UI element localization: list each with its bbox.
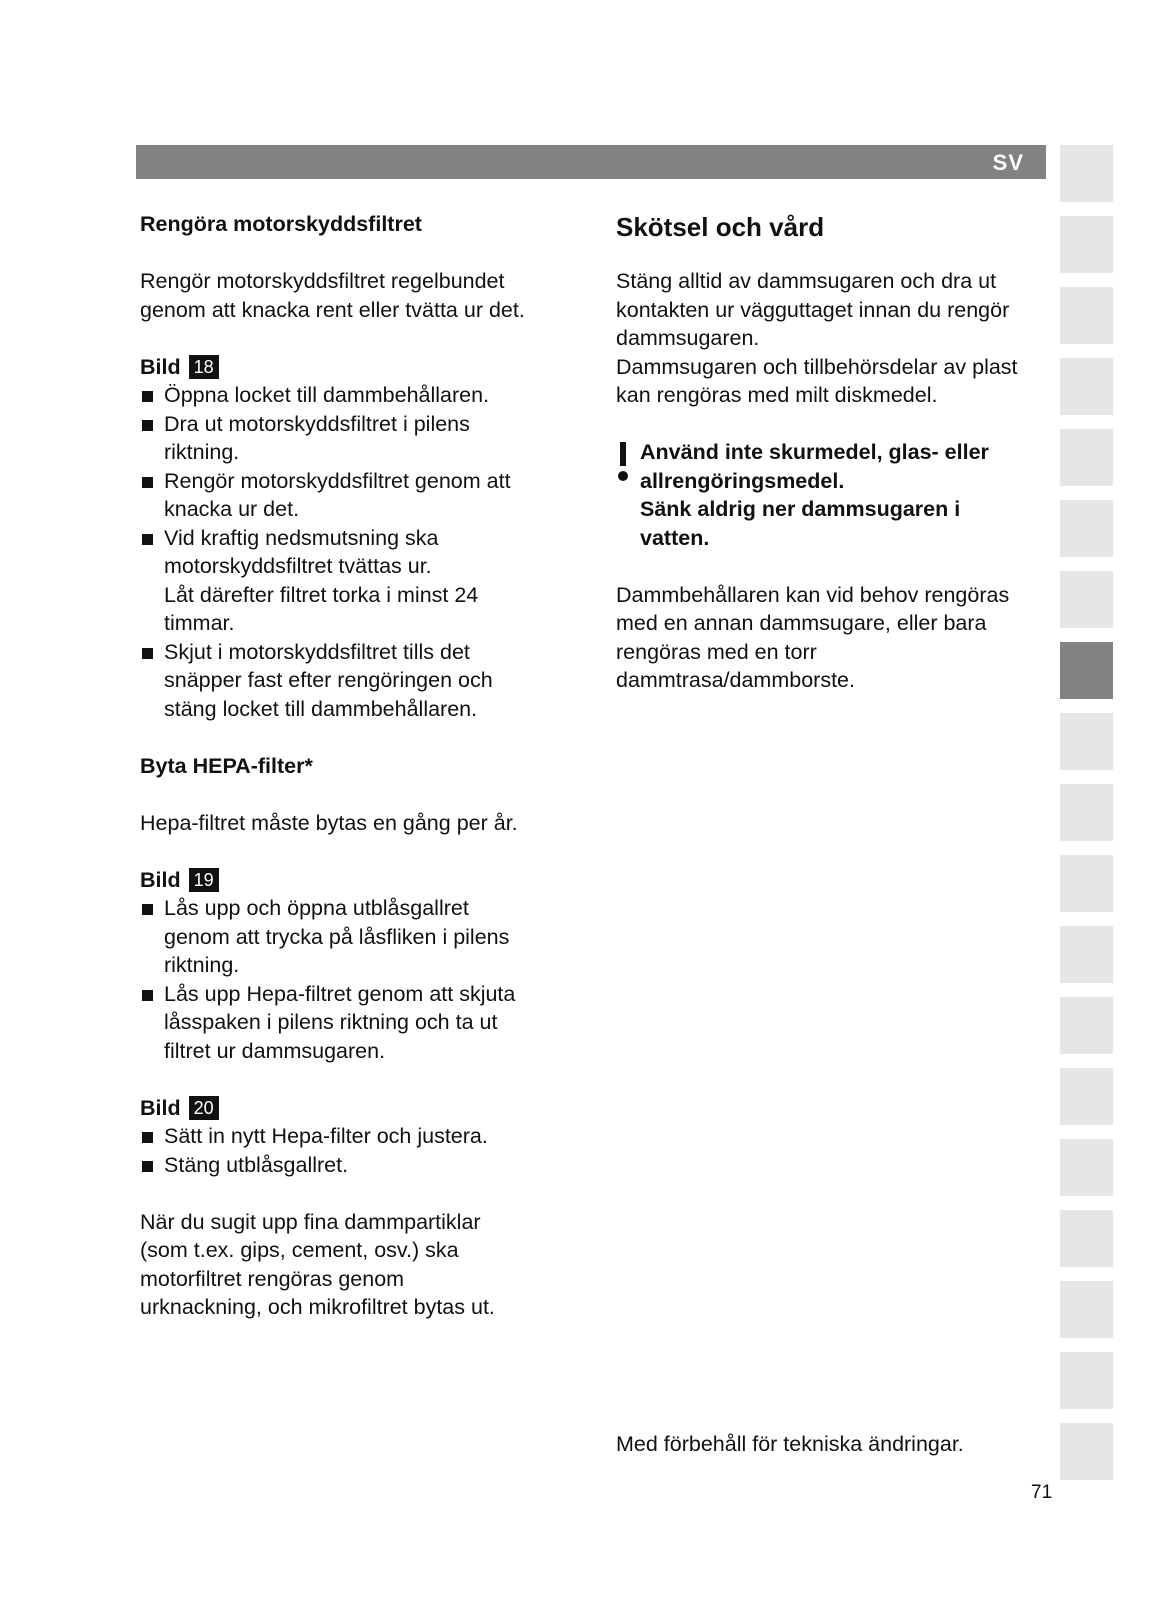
bullet-square-icon [142,1132,153,1143]
figure-label: Bild [140,867,181,892]
bullet-square-icon [142,648,153,659]
page-number: 71 [1031,1482,1053,1503]
figure-label: Bild [140,354,181,379]
step-list [140,1122,580,1179]
hepa-intro: Hepa-filtret måste bytas en gång per år. [140,810,518,835]
language-code: SV [992,150,1024,175]
language-tab[interactable] [1060,145,1113,202]
language-tab[interactable] [1060,1139,1113,1196]
bullet-square-icon [142,1161,153,1172]
figure-reference [140,353,580,382]
bullet-square-icon [142,534,153,545]
language-tab[interactable] [1060,500,1113,557]
right-column [616,210,1056,695]
language-tabs [1060,145,1113,1494]
figure-number-badge: 20 [189,1096,219,1120]
figure-reference [140,866,580,895]
language-tab[interactable] [1060,926,1113,983]
list-item: Lås upp Hepa-filtret genom att skjuta låsspaken i pilens riktning och ta ut filtret ur dammsugaren. [140,980,580,1066]
language-tab[interactable] [1060,216,1113,273]
closing-line: (som t.ex. gips, cement, osv.) ska [140,1238,459,1262]
bullet-square-icon [142,990,153,1001]
closing-line: När du sugit upp fina dammpartiklar [140,1209,481,1234]
care-line: rengöras med en torr [616,639,817,664]
list-item: Dra ut motorskyddsfiltret i pilens riktning. [140,410,580,467]
section-title-hepa: Byta HEPA-filter* [140,753,313,778]
warning-block: Använd inte skurmedel, glas- eller allrengöringsmedel. Sänk aldrig ner dammsugaren i vatten. [616,438,1056,552]
language-tab[interactable] [1060,1423,1113,1480]
closing-line: motorfiltret rengöras genom [140,1266,405,1291]
care-line: kan rengöras med milt diskmedel. [616,383,938,407]
language-tab[interactable] [1060,429,1113,486]
language-tab[interactable] [1060,1281,1113,1338]
intro-line: Rengör motorskyddsfiltret regelbundet [140,269,505,293]
language-tab[interactable] [1060,571,1113,628]
figure-number-badge: 19 [189,868,219,892]
exclamation-icon [618,442,628,481]
list-item: Skjut i motorskyddsfiltret tills det snäpper fast efter rengöringen och stäng locket till dammbehållaren. [140,638,580,724]
list-item: Öppna locket till dammbehållaren. [140,381,580,410]
list-item: Vid kraftig nedsmutsning ska motorskyddsfiltret tvättas ur. Låt därefter filtret torka i minst 24 timmar. [140,524,580,638]
care-line: Dammbehållaren kan vid behov rengöras [616,582,1010,607]
page-title: Skötsel och vård [616,212,825,242]
care-line: kontakten ur vägguttaget innan du rengör [616,297,1010,322]
footer-disclaimer: Med förbehåll för tekniska ändringar. [616,1432,964,1456]
figure-reference [140,1094,580,1123]
figure-label: Bild [140,1095,181,1120]
step-list [140,894,580,1065]
care-line: Stäng alltid av dammsugaren och dra ut [616,269,997,293]
list-item: Rengör motorskyddsfiltret genom att knacka ur det. [140,467,580,524]
language-tab[interactable] [1060,1352,1113,1409]
list-item: Sätt in nytt Hepa-filter och justera. [140,1122,580,1151]
list-item: Stäng utblåsgallret. [140,1151,580,1180]
language-tab[interactable] [1060,855,1113,912]
language-tab[interactable] [1060,358,1113,415]
header-bar [136,145,1046,179]
language-tab[interactable] [1060,997,1113,1054]
language-tab[interactable] [1060,1210,1113,1267]
step-list [140,381,580,723]
bullet-square-icon [142,391,153,402]
left-column [140,210,580,1322]
language-tab-active[interactable] [1060,642,1113,699]
care-line: med en annan dammsugare, eller bara [616,611,987,635]
care-line: dammsugaren. [616,326,760,350]
care-line: dammtrasa/dammborste. [616,668,855,692]
figure-number-badge: 18 [189,355,219,379]
section-title-motor-filter: Rengöra motorskyddsfiltret [140,212,422,236]
bullet-square-icon [142,477,153,488]
intro-line: genom att knacka rent eller tvätta ur det. [140,297,525,322]
language-tab[interactable] [1060,1068,1113,1125]
language-tab[interactable] [1060,713,1113,770]
list-item: Lås upp och öppna utblåsgallret genom att trycka på låsfliken i pilens riktning. [140,894,580,980]
closing-line: urknackning, och mikrofiltret bytas ut. [140,1295,495,1319]
language-tab[interactable] [1060,287,1113,344]
language-tab[interactable] [1060,784,1113,841]
care-line: Dammsugaren och tillbehörsdelar av plast [616,354,1018,379]
bullet-square-icon [142,904,153,915]
bullet-square-icon [142,420,153,431]
